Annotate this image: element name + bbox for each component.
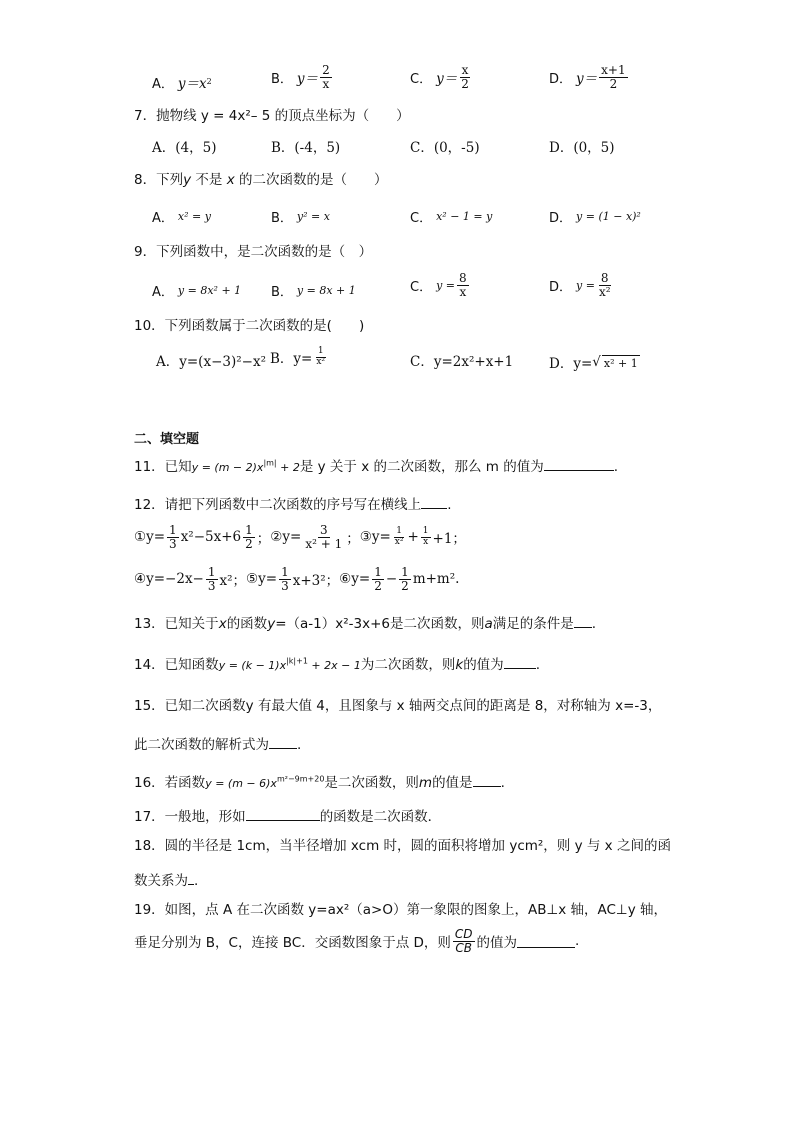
numerator: CD (454, 927, 473, 941)
answer-blank[interactable] (246, 808, 320, 821)
item-text: − (385, 571, 398, 588)
item-text: ③y= (359, 529, 391, 546)
stem-text: 11．已知 (134, 459, 192, 475)
math-expr: y = (m − 2)x (191, 461, 264, 474)
q6-option-a: A． y＝x 2 (152, 72, 212, 92)
option-label: A． (152, 76, 174, 92)
fraction (393, 527, 406, 547)
numerator: 2 (322, 63, 330, 77)
stem-text: 13．已知关于 (134, 616, 219, 632)
stem-text: 的函数 (226, 616, 268, 632)
option-expr: y = 8x² + 1 (177, 284, 242, 297)
option-label: B． (271, 211, 293, 226)
option-label: A． (152, 211, 174, 226)
numerator: 1 (317, 346, 324, 357)
q12-functions-line-2 (134, 566, 459, 592)
numerator: 1 (169, 523, 177, 537)
stem-text: . (297, 737, 302, 753)
q7-option-a: A．(4，5) (152, 140, 217, 156)
item-text: +1； (432, 531, 466, 548)
math-expr: y = (m − 6)x (205, 777, 277, 790)
stem-text: . (535, 657, 540, 673)
answer-blank[interactable] (517, 935, 575, 948)
var-m: m (418, 775, 433, 791)
q18-line-2 (134, 872, 198, 889)
stem-text: . (575, 933, 580, 950)
item-text: x²； (219, 573, 247, 590)
stem-text: 为二次函数，则 (360, 657, 456, 673)
option-label: D． (549, 279, 573, 295)
exponent: m²−9m+20 (276, 774, 325, 784)
q13 (134, 615, 596, 632)
numerator: x+1 (601, 63, 626, 77)
stem-text: . (194, 873, 199, 889)
stem-text: . (447, 497, 452, 513)
q19-line-2 (134, 928, 579, 954)
q8-option-d (549, 207, 641, 226)
q9-option-b (271, 281, 356, 300)
stem-text: 是 y 关于 x 的二次函数，那么 m 的值为 (299, 459, 544, 475)
numerator: 1 (422, 526, 429, 537)
denominator: 3 (169, 536, 177, 551)
stem-text: 是二次函数，则 (324, 775, 419, 791)
item-text: ； (256, 531, 271, 548)
option-expr: x² = y (177, 210, 211, 223)
item-text: ④y=−2x− (134, 571, 204, 588)
var-a: a (484, 616, 493, 632)
q15-line-1: 15．已知二次函数y 有最大值 4，且图象与 x 轴两交点间的距离是 8，对称轴为 x=-3， (134, 698, 662, 714)
stem-text: 的值为 (476, 935, 518, 952)
var-y: y (267, 616, 276, 632)
answer-blank[interactable] (421, 496, 447, 509)
denominator: x (459, 284, 467, 299)
fraction (399, 566, 411, 592)
option-expr: x² − 1 = y (436, 210, 493, 223)
stem-text: 12．请把下列函数中二次函数的序号写在横线上 (134, 497, 422, 513)
fraction (167, 524, 179, 550)
q9-option-d (549, 272, 615, 298)
q19-line-1: 19．如图，点 A 在二次函数 y=ax²（a>O）第一象限的图象上，AB⊥x 轴，AC⊥y 轴， (134, 902, 667, 918)
option-expr: y² = x (296, 210, 330, 223)
option-expr: y = (1 − x)² (576, 210, 641, 223)
q14 (134, 656, 540, 673)
math-expr: + 2 (276, 461, 300, 474)
option-expr: y = (436, 278, 456, 292)
option-expr: B．y= (270, 351, 313, 367)
item-text: + (407, 529, 419, 546)
exponent: |m| (263, 458, 277, 468)
stem-text: . (591, 616, 597, 632)
denominator: x² (394, 536, 404, 547)
numerator: 8 (459, 271, 467, 285)
stem-text: 垂足分别为 B，C，连接 BC．交函数图象于点 D，则 (134, 935, 451, 952)
numerator: 1 (374, 565, 382, 579)
q7-stem: 7．抛物线 y = 4x²– 5 的顶点坐标为（ ） (134, 108, 410, 124)
option-expr: y＝ (576, 71, 598, 88)
item-text: ②y= (270, 529, 302, 546)
math-expr: y = (k − 1)x (218, 659, 287, 672)
numerator: 1 (245, 523, 253, 537)
q10-stem: 10．下列函数属于二次函数的是( ) (134, 318, 365, 334)
q15-line-2 (134, 736, 301, 753)
fraction (597, 272, 613, 298)
stem-text: 16．若函数 (134, 775, 206, 791)
q9-stem: 9．下列函数中，是二次函数的是（ ） (134, 244, 373, 260)
q6-option-c (410, 64, 473, 90)
option-label: C． (410, 211, 433, 226)
stem-text: 的函数是二次函数． (319, 809, 442, 825)
denominator: 2 (609, 76, 618, 91)
fraction (453, 928, 475, 954)
item-text: ⑥y= (339, 571, 371, 588)
q9-option-c (410, 272, 471, 298)
q16 (134, 774, 505, 791)
q7-option-c: C．(0，-5) (410, 140, 480, 156)
var-k: k (455, 657, 464, 673)
item-text: ； (346, 531, 360, 548)
q8-option-b (271, 207, 330, 226)
fraction (320, 64, 332, 90)
fraction (599, 64, 627, 90)
fraction (243, 524, 255, 550)
option-label: B． (271, 285, 293, 300)
denominator: 3 (207, 578, 216, 593)
q8-option-a (152, 207, 211, 226)
numerator: 1 (281, 565, 289, 579)
option-label: B． (271, 71, 293, 87)
item-text: ⑤y= (246, 571, 278, 588)
answer-blank[interactable] (473, 774, 501, 787)
radicand: x² + 1 (603, 356, 638, 370)
denominator: 2 (374, 578, 382, 593)
fraction (303, 524, 344, 550)
denominator: CB (455, 940, 473, 955)
item-text: m+m². (412, 571, 460, 588)
stem-text: 8．下列 (134, 172, 184, 188)
stem-text: 的值为 (463, 657, 504, 673)
q17 (134, 808, 441, 825)
option-expr: D．y= (549, 356, 593, 372)
denominator: 2 (245, 536, 253, 551)
denominator: x² + 1 (305, 536, 343, 551)
q10-option-d (549, 352, 640, 372)
q9-option-a (152, 281, 241, 300)
option-label: D． (549, 211, 573, 226)
answer-blank[interactable] (544, 458, 614, 471)
fraction (459, 64, 471, 90)
numerator: 1 (396, 526, 402, 537)
denominator: 2 (461, 76, 469, 91)
stem-text: 不是 (191, 172, 227, 188)
q12-functions-line-1 (134, 524, 466, 550)
item-text: ①y= (134, 529, 166, 546)
stem-text: 的二次函数的是（ ） (234, 172, 388, 188)
answer-blank[interactable] (504, 656, 536, 669)
exponent: |k|+1 (286, 656, 308, 666)
q10-option-c: C．y=2x²+x+1 (410, 354, 514, 370)
var-x: x (226, 172, 235, 188)
numerator: 8 (600, 271, 609, 285)
fraction (457, 272, 469, 298)
numerator: 3 (319, 523, 328, 537)
stem-text: 数关系为 (134, 873, 188, 889)
fraction (206, 566, 218, 592)
q6-option-d (549, 64, 630, 90)
numerator: 1 (207, 565, 216, 579)
q10-option-b (270, 347, 329, 367)
fraction (372, 566, 384, 592)
option-expr: y＝x (177, 76, 207, 92)
var-x: x (218, 616, 227, 632)
option-label: D． (549, 71, 573, 87)
numerator: x (461, 63, 469, 77)
fraction (421, 527, 431, 547)
var-y: y (183, 172, 192, 188)
stem-text: 的值是 (432, 775, 473, 791)
stem-text: 此二次函数的解析式为 (134, 737, 269, 753)
fraction (314, 347, 327, 367)
q7-option-d: D．(0，5) (549, 140, 615, 156)
option-label: C． (410, 279, 433, 295)
stem-text: . (613, 459, 619, 475)
stem-text: 17．一般地，形如 (134, 809, 246, 825)
q12-stem (134, 496, 451, 513)
q8-stem (134, 174, 387, 188)
section-heading: 二、填空题 (134, 432, 200, 447)
option-expr: y＝ (436, 71, 458, 88)
denominator: 3 (281, 578, 289, 593)
denominator: x (322, 76, 330, 91)
item-text: x²−5x+6 (180, 529, 242, 546)
option-expr: y = (576, 278, 595, 292)
stem-text: =（a-1）x²-3x+6是二次函数，则 (275, 616, 485, 632)
q10-option-a: A．y=(x−3)²−x² (156, 354, 266, 370)
answer-blank[interactable] (574, 615, 592, 628)
denominator: x (423, 536, 429, 547)
denominator: 2 (401, 578, 409, 593)
q18-line-1: 18．圆的半径是 1cm，当半径增加 xcm 时，圆的面积将增加 ycm²，则 y 与 x 之间的函 (134, 838, 671, 854)
option-label: A． (152, 285, 174, 300)
item-text: x+3²； (292, 573, 340, 590)
option-expr: y＝ (296, 71, 319, 88)
q11 (134, 458, 618, 475)
math-expr: + 2x − 1 (307, 659, 361, 672)
stem-text: 14．已知函数 (134, 657, 219, 673)
fraction (279, 566, 291, 592)
stem-text: 满足的条件是 (492, 616, 574, 632)
stem-text: . (500, 775, 505, 791)
denominator: x² (598, 284, 611, 299)
sqrt-symbol: √ (592, 354, 601, 370)
option-expr: y = 8x + 1 (296, 284, 356, 297)
q7-option-b: B．(-4，5) (271, 140, 341, 156)
answer-blank[interactable] (269, 736, 297, 749)
option-label: C． (410, 71, 433, 87)
numerator: 1 (401, 565, 409, 579)
denominator: x² (316, 356, 326, 367)
q6-option-b (271, 64, 334, 90)
q8-option-c (410, 207, 492, 226)
